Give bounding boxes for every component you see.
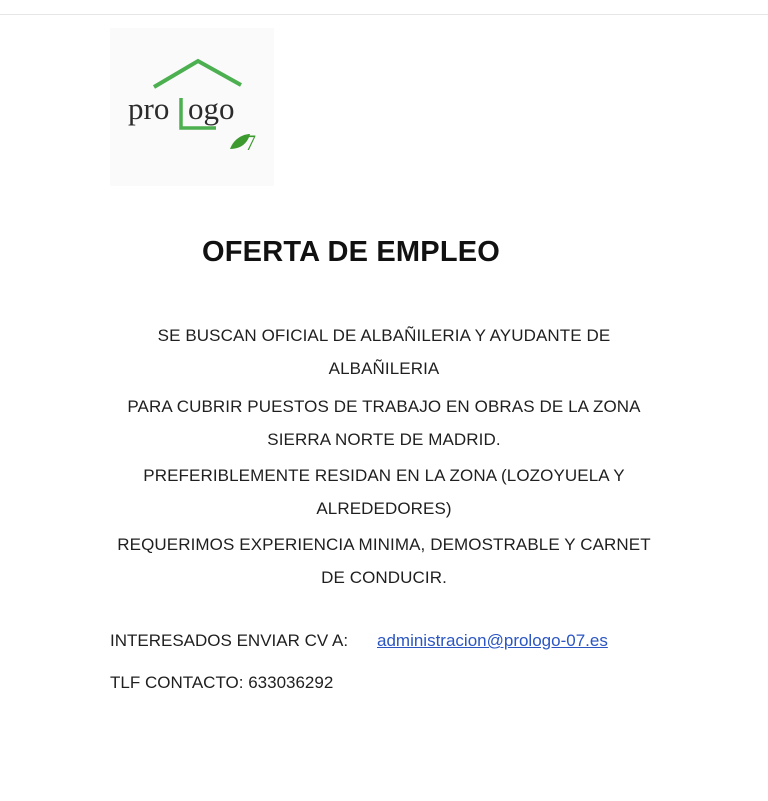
cv-label: INTERESADOS ENVIAR CV A: <box>110 631 349 650</box>
paragraph-3 <box>100 459 668 525</box>
logo-text-main: ogo <box>188 91 235 126</box>
logo-text-suffix: 7 <box>245 130 256 155</box>
paragraph-2 <box>100 390 668 456</box>
paragraph-line: DE CONDUCIR. <box>321 568 447 587</box>
paragraph-line: SIERRA NORTE DE MADRID. <box>267 430 501 449</box>
page-title: OFERTA DE EMPLEO <box>202 236 501 268</box>
paragraph-line: PREFERIBLEMENTE RESIDAN EN LA ZONA (LOZOYUELA Y <box>143 466 625 485</box>
paragraph-4 <box>100 528 668 594</box>
paragraph-1 <box>100 319 668 385</box>
phone-label: TLF CONTACTO: 633036292 <box>110 673 334 692</box>
top-divider <box>0 14 768 15</box>
paragraph-line: PARA CUBRIR PUESTOS DE TRABAJO EN OBRAS DE LA ZONA <box>127 397 641 416</box>
logo-text-pro: pro <box>128 91 170 126</box>
paragraph-line: REQUERIMOS EXPERIENCIA MINIMA, DEMOSTRABLE Y CARNET <box>117 535 651 554</box>
logo-roof-icon <box>154 61 241 87</box>
paragraph-line: SE BUSCAN OFICIAL DE ALBAÑILERIA Y AYUDANTE DE <box>157 326 611 345</box>
logo-graphic <box>110 28 274 186</box>
paragraph-line: ALREDEDORES) <box>316 499 452 518</box>
email-link[interactable]: administracion@prologo-07.es <box>377 631 608 650</box>
company-logo <box>110 28 274 186</box>
paragraph-line: ALBAÑILERIA <box>328 359 440 378</box>
